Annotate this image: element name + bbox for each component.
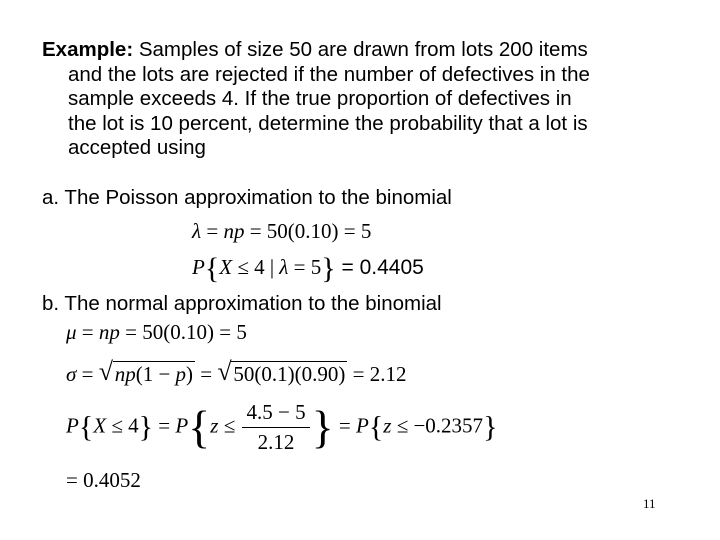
poisson-open-brace: { <box>204 252 220 285</box>
prob-le4: ≤ 4 <box>106 413 139 438</box>
lambda-symbol: λ <box>192 219 202 243</box>
sqrt-np-rest: (1 − <box>135 362 176 386</box>
sigma-value: = 2.12 <box>347 362 407 386</box>
prob-close-brace-3: } <box>483 410 498 444</box>
sqrt-np-n: np <box>114 362 136 386</box>
radical-icon: √ <box>217 357 232 386</box>
example-label: Example: <box>42 38 134 61</box>
prob-eq-sign-2: = <box>333 413 357 438</box>
poisson-result: = 0.4405 <box>335 256 424 279</box>
sigma-equation <box>66 357 407 387</box>
sigma-eq-sign: = <box>76 362 99 386</box>
z-fraction-numerator: 4.5 − 5 <box>242 400 309 428</box>
poisson-x: X <box>219 255 233 279</box>
lambda-equation <box>192 219 371 244</box>
sqrt-np-p: p <box>175 362 187 386</box>
mu-value: = 50(0.10) = 5 <box>119 320 247 344</box>
part-a-heading: a. The Poisson approximation to the binomial <box>42 186 452 209</box>
prob-close-brace: } <box>138 410 153 444</box>
prob-le2: ≤ −0.2357 <box>391 413 484 438</box>
sqrt-numeric-content: 50(0.1)(0.90) <box>233 362 346 386</box>
lambda-np: np <box>223 219 245 243</box>
prob-open-brace-2: { <box>188 401 211 453</box>
prob-le: ≤ <box>218 413 241 438</box>
mu-np: np <box>98 320 120 344</box>
normal-probability-equation <box>66 400 497 455</box>
intro-line-2: and the lots are rejected if the number of defectives in the <box>68 62 590 86</box>
intro-line-4: the lot is 10 percent, determine the probability that a lot is <box>68 111 588 135</box>
intro-line-1-text: Samples of size 50 are drawn from lots 200 items <box>133 38 588 61</box>
sqrt-np <box>98 357 195 387</box>
intro-line-3: sample exceeds 4. If the true proportion of defectives in <box>68 87 572 110</box>
sqrt-np-close: ) <box>186 362 194 386</box>
sqrt-numeric <box>217 357 347 387</box>
intro-line-1 <box>42 38 692 63</box>
prob-eq-sign: = <box>153 413 176 438</box>
prob-z2: z <box>383 413 392 438</box>
poisson-le4: ≤ 4 | <box>232 255 280 279</box>
poisson-eq5: = 5 <box>288 255 322 279</box>
prob-p: P <box>66 413 79 438</box>
normal-result: = 0.4052 <box>66 468 141 492</box>
prob-open-brace: { <box>78 410 94 444</box>
sigma-symbol: σ <box>66 362 77 386</box>
radical-icon: √ <box>98 357 113 386</box>
mu-symbol: μ <box>66 320 77 344</box>
mu-eq-sign: = <box>76 320 99 344</box>
poisson-close-brace: } <box>321 252 336 285</box>
lambda-eq-sign: = <box>201 219 224 243</box>
prob-x: X <box>93 413 107 438</box>
prob-z: z <box>210 413 219 438</box>
mu-equation <box>66 320 247 345</box>
prob-p3: P <box>356 413 369 438</box>
z-fraction <box>242 400 309 455</box>
sigma-eq-sign-2: = <box>195 362 218 386</box>
prob-p2: P <box>175 413 189 438</box>
example-text <box>42 38 692 161</box>
prob-close-brace-2: } <box>311 401 334 453</box>
lambda-value: = 50(0.10) = 5 <box>244 219 372 243</box>
poisson-probability-equation <box>192 252 424 286</box>
sqrt-np-content <box>113 361 195 387</box>
z-fraction-denominator: 2.12 <box>257 430 295 454</box>
prob-open-brace-3: { <box>368 410 384 444</box>
intro-line-5: accepted using <box>68 136 206 159</box>
page-number: 11 <box>643 496 656 511</box>
part-b-heading: b. The normal approximation to the binomial <box>42 292 442 315</box>
poisson-lambda: λ <box>279 255 289 279</box>
poisson-p: P <box>192 255 205 279</box>
